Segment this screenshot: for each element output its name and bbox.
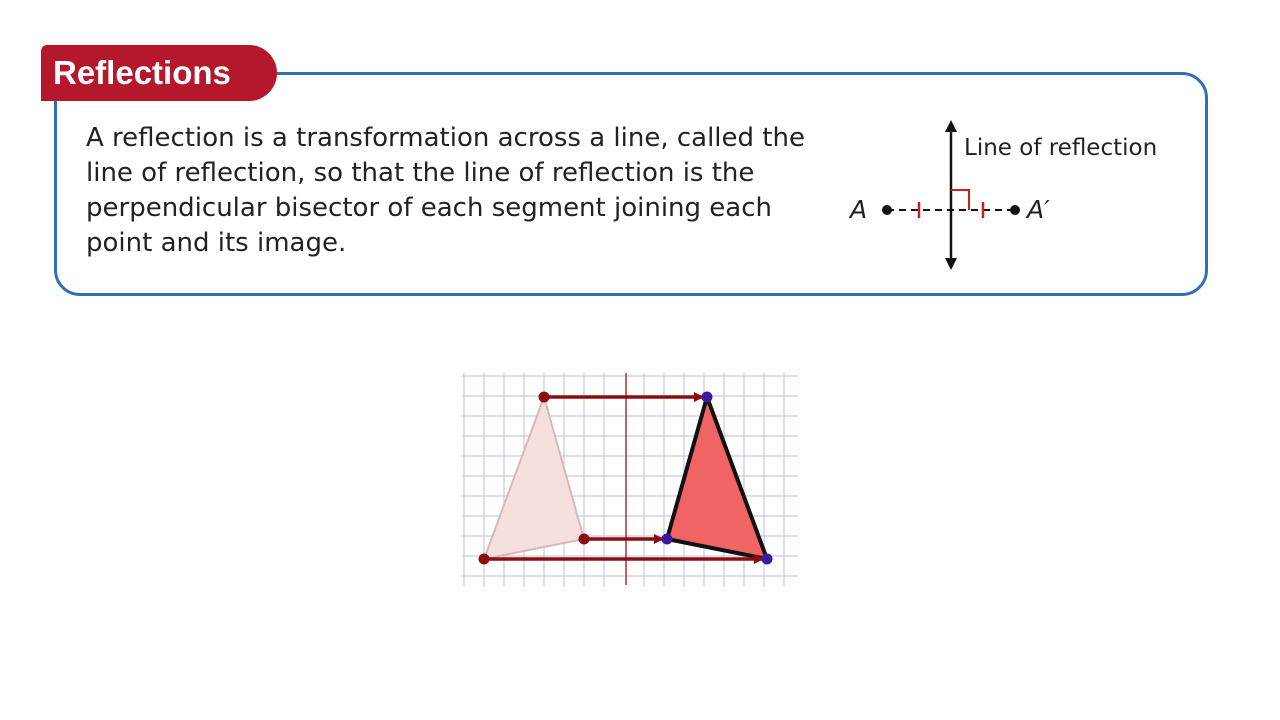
reflection-inset-diagram	[840, 115, 1180, 275]
preimage-triangle	[484, 397, 584, 559]
point-a-prime	[1010, 205, 1020, 215]
point-a	[882, 205, 892, 215]
definition-text: A reflection is a transformation across a line, called the line of reflection, so that the line of reflection is the perpendicular bisector of each segment joining each point and its image.	[86, 123, 805, 258]
image-vertex-left	[662, 534, 673, 545]
grid-reflection-figure	[462, 373, 798, 587]
right-angle-marker	[951, 190, 969, 210]
image-vertex-right	[762, 554, 773, 565]
preimage-vertex-top	[539, 392, 550, 403]
image-vertex-top	[702, 392, 713, 403]
line-arrow-bottom-icon	[945, 258, 957, 270]
section-heading: Reflections	[41, 45, 277, 101]
line-label: Line of reflection	[964, 135, 1158, 161]
line-arrow-top-icon	[945, 120, 957, 132]
image-triangle	[667, 397, 767, 559]
preimage-vertex-right	[579, 534, 590, 545]
preimage-vertex-left	[479, 554, 490, 565]
point-a-prime-label: A′	[1027, 195, 1050, 224]
point-a-label: A	[850, 195, 868, 224]
